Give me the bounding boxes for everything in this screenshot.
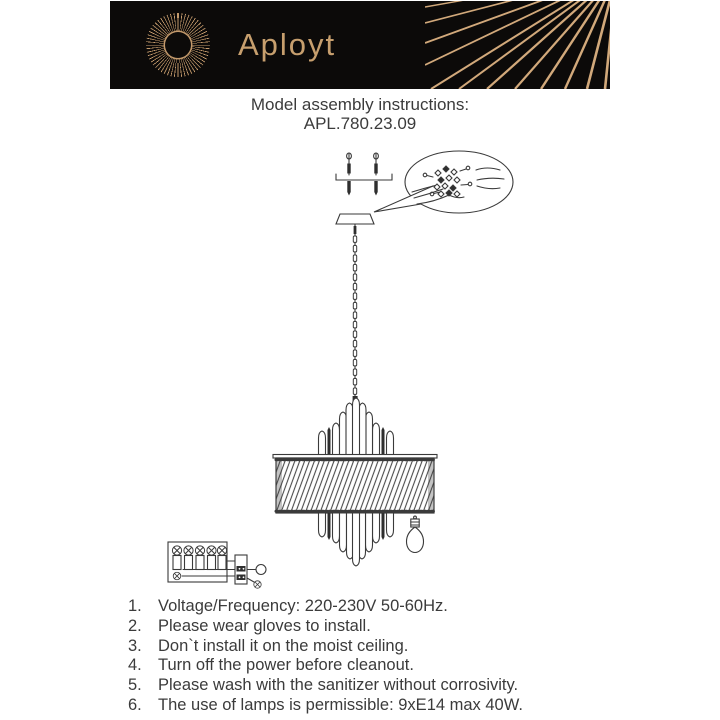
brand-name: Aployt <box>238 27 337 62</box>
starburst-icon <box>146 13 210 77</box>
assembly-detail-bubble-icon <box>374 151 513 213</box>
page-title: Model assembly instructions: <box>250 95 470 114</box>
item-number: 5. <box>128 676 142 695</box>
item-number: 6. <box>128 695 142 714</box>
lower-crystals-icon <box>319 513 394 566</box>
instruction-list <box>128 597 628 716</box>
upper-crystals-icon <box>319 398 394 458</box>
heading-block <box>0 96 720 133</box>
mounting-bracket-icon <box>336 153 392 196</box>
item-number: 3. <box>128 636 142 655</box>
ceiling-canopy-icon <box>336 214 374 224</box>
model-code: APL.780.23.09 <box>303 114 417 133</box>
assembly-diagram <box>85 145 520 595</box>
item-number: 1. <box>128 597 142 615</box>
instruction-item <box>128 656 628 676</box>
item-text: Don`t install it on the moist ceiling. <box>158 636 409 655</box>
wiring-terminal-block-icon <box>168 542 266 588</box>
instruction-item <box>128 617 628 637</box>
drum-shade-icon <box>273 455 437 514</box>
instruction-item <box>128 637 628 657</box>
item-text: Voltage/Frequency: 220-230V 50-60Hz. <box>158 597 448 615</box>
item-text: Please wear gloves to install. <box>158 616 371 635</box>
hanging-chain-icon <box>353 224 358 402</box>
item-number: 4. <box>128 656 142 675</box>
instruction-item <box>128 597 628 617</box>
item-text: The use of lamps is permissible: 9xE14 max 40W. <box>158 695 523 714</box>
item-number: 2. <box>128 616 142 635</box>
candle-bulb-icon <box>407 516 424 552</box>
item-text: Turn off the power before cleanout. <box>158 656 414 675</box>
brand-banner <box>110 1 610 89</box>
item-text: Please wash with the sanitizer without corrosivity. <box>158 676 519 695</box>
instruction-item <box>128 676 628 696</box>
fan-rays-icon <box>425 1 610 89</box>
instruction-item <box>128 696 628 716</box>
